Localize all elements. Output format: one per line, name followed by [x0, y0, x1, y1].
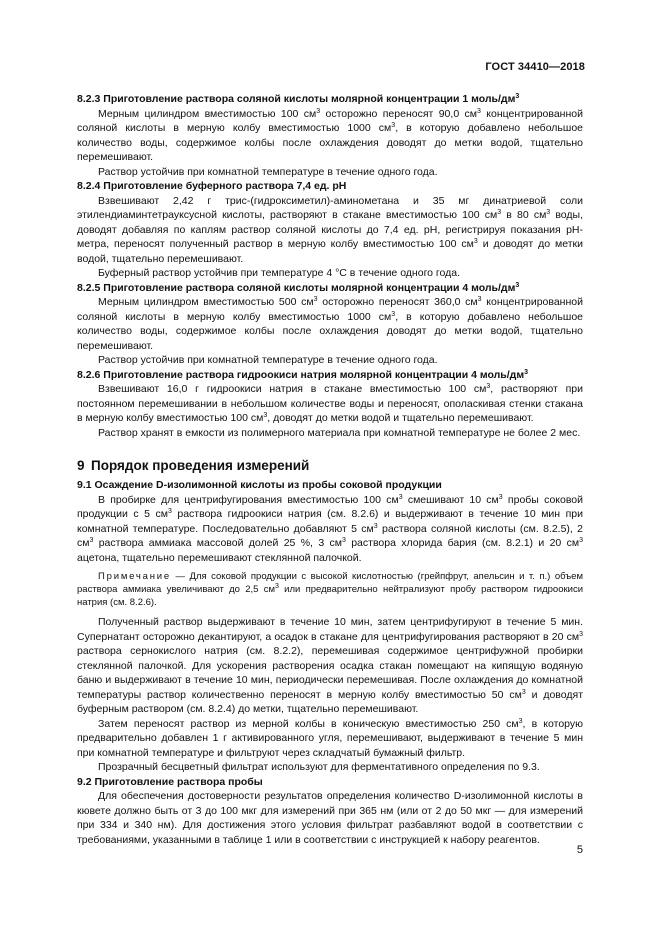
paragraph-8-2-3-stability: Раствор устойчив при комнатной температуре в течение одного года. — [98, 165, 438, 178]
heading-9-2: 9.2 Приготовление раствора пробы — [77, 775, 263, 788]
paragraph-8-2-4-body: Взвешивают 2,42 г трис-(гидроксиметил)-аминометана и 35 мг динатриевой соли этилендиаминтетрауксусной кислоты, растворяют в стакане вместимостью 100 $см^3$ в 80 $см^3$ воды, доводят добавляя по каплям раствор соляной кислоты до 7,4 ед. pH, регистрируя показания pH-метра, переносят полученный раствор в мерную колбу вместимостью 100 $см^3$ и доводят до метки водой, тщательно перемешивают. — [77, 194, 584, 265]
paragraph-9-1-centrifuge: Полученный раствор выдерживают в течение 10 мин, затем центрифугируют в течение 5 мин. Супернатант осторожно декантируют, а осадок в стакане для центрифугирования растворяют в 20 $см^3$ раствора сернокислого натрия (см. 8.2.2), перемешивая содержимое центрифужной пробирки стеклянной палочкой. Для ускорения растворения осадка стакан помещают на кипящую водяную баню и выдерживают в течение 10 мин, периодически перемешивая. После охлаждения до комнатной температуры раствор количественно переносят в мерную колбу вместимостью 50 $см^3$ и доводят буферным раствором (см. 8.2.4) до метки, тщательно перемешивают. — [77, 616, 583, 715]
heading-8-2-4: 8.2.4 Приготовление буферного раствора 7,4 ед. pH — [77, 180, 347, 192]
heading-8-2-3: 8.2.3 Приготовление раствора соляной кислоты молярной концентрации 1 моль/$дм^3$ — [77, 93, 520, 105]
paragraph-9-1-filter: Затем переносят раствор из мерной колбы в коническую вместимостью 250 $см^3$, в которую предварительно добавлен 1 г активированного угля, перемешивают, выдерживают в течение 5 мин при комнатной температуре и фильтруют через складчатый бумажный фильтр. — [77, 717, 583, 759]
heading-8-2-6: 8.2.6 Приготовление раствора гидроокиси натрия молярной концентрации 4 моль/$дм^3$ — [77, 368, 528, 381]
paragraph-9-2-body: Для обеспечения достоверности результатов определения количество D-изолимонной кислоты в кювете должно быть от 3 до 100 мкг для измерений при 365 нм (или от 2 до 50 мкг — для измерений при 334 и 340 нм). Для достижения этого условия фильтрат разбавляют водой в соответствии с требованиями, указанными в таблице 1 или в соответствии с инструкцией к набору реагентов. — [77, 790, 583, 846]
paragraph-8-2-5-body: Мерным цилиндром вместимостью 500 $см^3$ осторожно переносят 360,0 $см^3$ концентрированной соляной кислоты в мерную колбу вместимостью 1000 $см^3$, в которую добавлено небольшое количество воды, содержимое колбы после охлаждения доводят до метки водой, тщательно перемешивают. — [77, 296, 583, 352]
paragraph-9-1-filtrate: Прозрачный бесцветный фильтрат используют для ферментативного определения по 9.3. — [98, 761, 540, 773]
paragraph-8-2-6-body: Взвешивают 16,0 г гидроокиси натрия в стакане вместимостью 100 $см^3$, растворяют при постоянном перемешивании в небольшом количестве воды и переносят, ополаскивая стенки стакана в мерную колбу вместимостью 100 $см^3$, доводят до метки водой и тщательно перемешивают. — [77, 383, 583, 424]
document-id: ГОСТ 34410—2018 — [485, 61, 585, 73]
page-content — [77, 92, 583, 847]
paragraph-9-1-body: В пробирке для центрифугирования вместимостью 100 $см^3$ смешивают 10 $см^3$ пробы соковой продукции с 5 $см^3$ раствора гидроокиси натрия (см. 8.2.6) и выдерживают в течение 10 мин при комнатной температуре. Последовательно добавляют 5 $см^3$ раствора соляной кислоты (см. 8.2.5), 2 $см^3$ раствора аммиака массовой долей 25 %, 3 $см^3$ раствора хлорида бария (см. 8.2.1) и 20 $см^3$ ацетона, тщательно перемешивают стеклянной палочкой. — [77, 493, 584, 564]
note-label: Примечание — [98, 571, 171, 582]
paragraph-8-2-3-body: Мерным цилиндром вместимостью 100 $см^3$ осторожно переносят 90,0 $см^3$ концентрированной соляной кислоты в мерную колбу вместимостью 1000 $см^3$, в которую добавлено небольшое количество воды, содержимое колбы после охлаждения доводят до метки водой, тщательно перемешивают. — [77, 107, 583, 163]
paragraph-8-2-5-stability: Раствор устойчив при комнатной температуре в течение одного года. — [98, 354, 438, 366]
paragraph-8-2-6-storage: Раствор хранят в емкости из полимерного материала при комнатной температуре не более 2 мес. — [98, 426, 581, 439]
heading-8-2-5: 8.2.5 Приготовление раствора соляной кислоты молярной концентрации 4 моль/$дм^3$ — [77, 281, 520, 294]
heading-9-1: 9.1 Осаждение D-изолимонной кислоты из пробы соковой продукции — [77, 479, 442, 491]
paragraph-8-2-4-stability: Буферный раствор устойчив при температуре 4 °C в течение одного года. — [98, 267, 461, 279]
page-number: 5 — [576, 844, 583, 856]
section-9-title: 9 Порядок проведения измерений — [77, 458, 310, 473]
note-9-1: Примечание — Для соковой продукции с высокой кислотностью (грейпфрут, апельсин и т. п.) объем раствора аммиака увеличивают до 2,5 $см^3$ или предварительно нейтрализуют пробу раствором гидроокиси натрия (см. 8.2.6). — [77, 571, 584, 608]
